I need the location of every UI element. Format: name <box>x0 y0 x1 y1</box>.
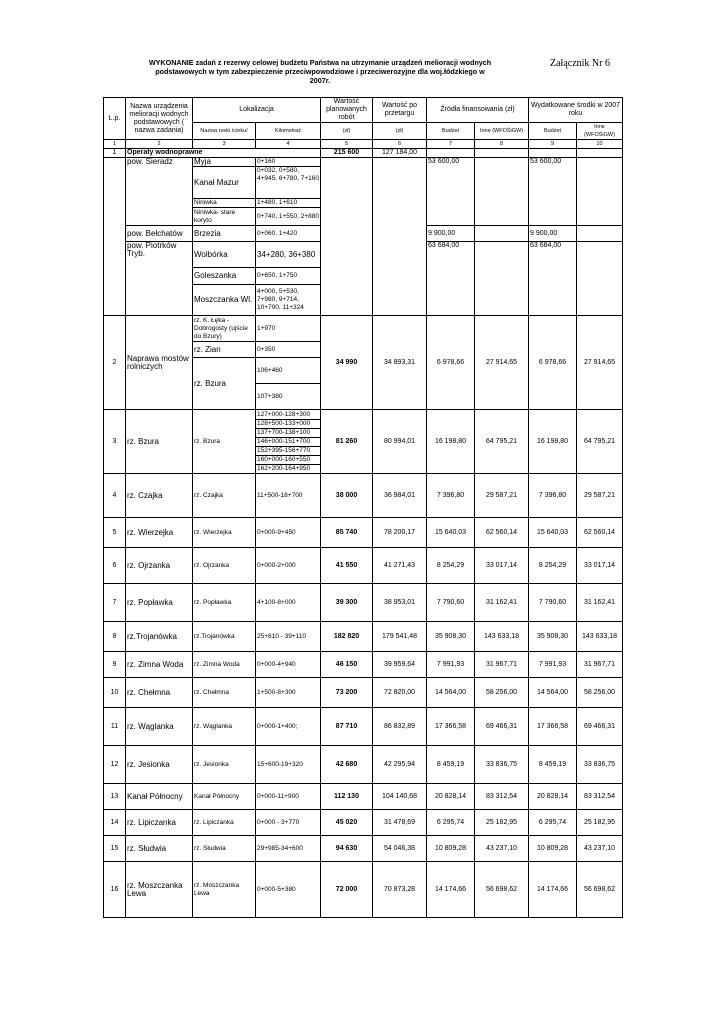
row-spent-other: 56 698,62 <box>577 862 623 918</box>
row-name: pow. Piotrków Tryb. <box>126 242 193 316</box>
row-spent-other: 27 914,65 <box>577 316 623 410</box>
row-budget: 8 459,19 <box>427 746 475 784</box>
row-tender: 127 184,00 <box>373 149 427 158</box>
col-river: Nazwa rzeki /cieku/ <box>193 123 256 140</box>
empty-cell <box>577 242 623 316</box>
colnum: 6 <box>373 140 427 149</box>
row-km: 0+000 - 3+770 <box>256 810 321 836</box>
row-budget: 7 396,80 <box>427 474 475 518</box>
row-tender: 42 295,94 <box>373 746 427 784</box>
row-river: rz. Lipiczanka <box>193 810 256 836</box>
row-river: rz. Zian <box>193 342 256 358</box>
colnum: 5 <box>321 140 373 149</box>
row-name: rz.Trojanówka <box>126 622 193 652</box>
table-row <box>104 584 623 622</box>
row-budget: 6 978,66 <box>427 316 475 410</box>
row-planned: 34 990 <box>321 316 373 410</box>
col-planned-unit: (zł) <box>321 123 373 140</box>
row-km: 0+060, 1+420 <box>256 226 321 242</box>
row-name: pow. Sieradz <box>126 158 193 226</box>
row-km: 15+600-19+320 <box>256 746 321 784</box>
column-number-row <box>104 140 623 149</box>
row-name: rz. Popławka <box>126 584 193 622</box>
row-planned: 215 600 <box>321 149 373 158</box>
row-name: rz. Ojrzanka <box>126 548 193 584</box>
row-name: rz. Czajka <box>126 474 193 518</box>
row-river: rz. Bzura <box>193 410 256 474</box>
row-km: 0+000-4+940 <box>256 652 321 678</box>
col-tender-unit: (zł) <box>373 123 427 140</box>
row-km: 25+810 - 39+110 <box>256 622 321 652</box>
row-km: 0+000-11+900 <box>256 784 321 810</box>
colnum: 4 <box>256 140 321 149</box>
row-lp: 1 <box>104 149 126 158</box>
row-name: rz. Słudwia <box>126 836 193 862</box>
annex-label: Załącznik Nr 6 <box>550 58 610 69</box>
row-km: 1+970 <box>256 316 321 342</box>
row-river: rz. Chełmna <box>193 678 256 708</box>
row-tender: 78 200,17 <box>373 518 427 548</box>
colnum: 1 <box>104 140 126 149</box>
empty-cell <box>475 149 529 158</box>
row-km: 0+350 <box>256 342 321 358</box>
row-spent-budget: 17 366,58 <box>529 708 577 746</box>
km-item: 152+395-156+770 <box>256 447 320 456</box>
row-km: 4+000, 5+530, 7+980, 9+714, 10+700, 11+324 <box>256 285 321 316</box>
row-other: 69 466,31 <box>475 708 529 746</box>
row-river: Myja <box>193 158 256 167</box>
row-km: 34+280, 36+380 <box>256 242 321 268</box>
km-item: 128+500-133+000 <box>256 420 320 429</box>
row-river: rz.Trojanówka <box>193 622 256 652</box>
row-lp: 11 <box>104 708 126 746</box>
row-planned: 38 000 <box>321 474 373 518</box>
row-other: 43 237,10 <box>475 836 529 862</box>
col-spent-budget: Budżet <box>529 123 577 140</box>
empty-cell <box>475 226 529 242</box>
table-row <box>104 410 623 474</box>
row-lp: 9 <box>104 652 126 678</box>
title-line-3: 2007r. <box>309 76 331 85</box>
colnum: 9 <box>529 140 577 149</box>
row-spent-budget: 7 396,80 <box>529 474 577 518</box>
row-planned: 85 740 <box>321 518 373 548</box>
table-row <box>104 746 623 784</box>
row-budget: 15 640,03 <box>427 518 475 548</box>
row-spent-other: 31 162,41 <box>577 584 623 622</box>
row-budget: 7 790,60 <box>427 584 475 622</box>
row-name: rz. Zimna Woda <box>126 652 193 678</box>
row-river: rz. Popławka <box>193 584 256 622</box>
row-planned: 46 150 <box>321 652 373 678</box>
title-line-2: podstawowych w tym zabezpieczenie przeciwpowodziowe i przeciwerozyjne dla woj.łódzkiego w <box>155 67 485 76</box>
row-planned: 41 550 <box>321 548 373 584</box>
row-km: 4+100-8+000 <box>256 584 321 622</box>
row-lp: 5 <box>104 518 126 548</box>
row-spent-budget: 10 809,28 <box>529 836 577 862</box>
row-other: 56 698,62 <box>475 862 529 918</box>
empty-cell <box>373 158 427 316</box>
row-budget: 7 991,93 <box>427 652 475 678</box>
km-item: 160+000-160+550 <box>256 456 320 465</box>
table-row <box>104 810 623 836</box>
empty-cell <box>104 158 126 316</box>
row-km: 1+480, 1+610 <box>256 199 321 208</box>
row-lp: 14 <box>104 810 126 836</box>
table-row <box>104 474 623 518</box>
row-budget: 8 254,29 <box>427 548 475 584</box>
row-budget: 63 684,00 <box>427 242 475 316</box>
row-tender: 72 820,00 <box>373 678 427 708</box>
empty-cell <box>321 158 373 316</box>
row-km: 0+000-9+450 <box>256 518 321 548</box>
row-tender: 36 984,01 <box>373 474 427 518</box>
row-budget: 10 809,28 <box>427 836 475 862</box>
row-spent-other: 143 633,18 <box>577 622 623 652</box>
table-row <box>104 149 623 158</box>
row-river: rz. Słudwia <box>193 836 256 862</box>
km-item: 127+000-128+300 <box>256 411 320 420</box>
row-other: 31 162,41 <box>475 584 529 622</box>
empty-cell <box>427 149 475 158</box>
table-row <box>104 708 623 746</box>
row-km: 0+000-2+000 <box>256 548 321 584</box>
row-river: Kanał Północny <box>193 784 256 810</box>
row-km: 0+160 <box>256 158 321 167</box>
row-river: Niniwka <box>193 199 256 208</box>
row-tender: 34 893,31 <box>373 316 427 410</box>
row-river: rz. Jesionka <box>193 746 256 784</box>
row-river: Kanał Mazur <box>193 167 256 199</box>
row-lp: 3 <box>104 410 126 474</box>
row-planned: 42 680 <box>321 746 373 784</box>
row-spent-budget: 7 790,60 <box>529 584 577 622</box>
row-spent-budget: 16 198,80 <box>529 410 577 474</box>
table-row <box>104 836 623 862</box>
row-lp: 4 <box>104 474 126 518</box>
row-budget: 14 564,00 <box>427 678 475 708</box>
row-planned: 72 000 <box>321 862 373 918</box>
row-river: Goleszanka <box>193 268 256 285</box>
row-name: rz. Bzura <box>126 410 193 474</box>
row-planned: 39 300 <box>321 584 373 622</box>
row-spent-other: 43 237,10 <box>577 836 623 862</box>
row-tender: 38 953,01 <box>373 584 427 622</box>
row-spent-other: 58 256,00 <box>577 678 623 708</box>
row-tender: 80 994,01 <box>373 410 427 474</box>
table-row <box>104 316 623 342</box>
row-km: 0+000-5+380 <box>256 862 321 918</box>
empty-cell <box>475 158 529 226</box>
row-other: 62 560,14 <box>475 518 529 548</box>
row-other: 29 587,21 <box>475 474 529 518</box>
row-planned: 94 630 <box>321 836 373 862</box>
row-tender: 70 873,28 <box>373 862 427 918</box>
row-spent-budget: 8 254,29 <box>529 548 577 584</box>
header-row-1 <box>104 98 623 123</box>
row-lp: 8 <box>104 622 126 652</box>
row-spent-budget: 20 828,14 <box>529 784 577 810</box>
row-tender: 179 541,48 <box>373 622 427 652</box>
row-spent-budget: 6 295,74 <box>529 810 577 836</box>
row-planned: 45 020 <box>321 810 373 836</box>
empty-cell <box>577 226 623 242</box>
row-spent-other: 33 836,75 <box>577 746 623 784</box>
colnum: 8 <box>475 140 529 149</box>
col-other: Inne (WFOŚiGW) <box>475 123 529 140</box>
table-row <box>104 678 623 708</box>
row-other: 64 795,21 <box>475 410 529 474</box>
row-km: 1+500-8+300 <box>256 678 321 708</box>
row-lp: 15 <box>104 836 126 862</box>
row-km: 0+000-1+400; <box>256 708 321 746</box>
row-budget: 6 295,74 <box>427 810 475 836</box>
row-planned: 112 130 <box>321 784 373 810</box>
row-spent-other: 29 587,21 <box>577 474 623 518</box>
col-budget: Budżet <box>427 123 475 140</box>
row-spent-budget: 35 908,30 <box>529 622 577 652</box>
title-line-1: WYKONANIE zadań z rezerwy celowej budżetu Państwa na utrzymanie urządzeń melioracji wodnych <box>148 58 492 67</box>
row-budget: 9 900,00 <box>427 226 475 242</box>
km-item: 162+200-164+950 <box>257 464 311 472</box>
row-other: 143 633,18 <box>475 622 529 652</box>
row-km: 107+380 <box>256 384 321 410</box>
km-item: 137+700-138+100 <box>256 429 320 438</box>
row-planned: 73 200 <box>321 678 373 708</box>
row-lp: 12 <box>104 746 126 784</box>
row-name: rz. Wąglanka <box>126 708 193 746</box>
col-location: Lokalizacja <box>193 98 321 123</box>
row-river: Moszczanka Wl. <box>193 285 256 316</box>
row-lp: 7 <box>104 584 126 622</box>
row-spent-budget: 8 459,19 <box>529 746 577 784</box>
row-spent-other: 69 466,31 <box>577 708 623 746</box>
row-lp: 6 <box>104 548 126 584</box>
row-spent-other: 62 560,14 <box>577 518 623 548</box>
row-tender: 86 832,89 <box>373 708 427 746</box>
row-km: 0+650, 1+750 <box>256 268 321 285</box>
col-lp: L.p. <box>104 98 126 140</box>
row-lp: 16 <box>104 862 126 918</box>
km-item: 146+000-151+700 <box>256 438 320 447</box>
row-river: Niniwka- stare koryto <box>193 208 256 226</box>
row-km: 0+032, 0+580, 4+945, 6+780, 7+160 <box>256 167 321 199</box>
col-km: Kilometraż <box>256 123 321 140</box>
row-budget: 14 174,66 <box>427 862 475 918</box>
table-row <box>104 622 623 652</box>
table-row <box>104 548 623 584</box>
empty-cell <box>529 149 577 158</box>
row-lp: 2 <box>104 316 126 410</box>
row-other: 58 256,00 <box>475 678 529 708</box>
row-budget: 53 600,00 <box>427 158 475 226</box>
row-other: 33 017,14 <box>475 548 529 584</box>
row-name: pow. Bełchatów <box>126 226 193 242</box>
colnum: 7 <box>427 140 475 149</box>
empty-cell <box>577 149 623 158</box>
row-spent-budget: 63 684,00 <box>529 242 577 316</box>
row-lp: 10 <box>104 678 126 708</box>
row-name: rz. Jesionka <box>126 746 193 784</box>
row-river: rz. Moszczanka Lewa <box>193 862 256 918</box>
row-river: rz. Zimna Woda <box>193 652 256 678</box>
row-budget: 16 198,80 <box>427 410 475 474</box>
row-spent-other: 25 182,95 <box>577 810 623 836</box>
row-spent-other: 64 795,21 <box>577 410 623 474</box>
row-spent-budget: 53 600,00 <box>529 158 577 226</box>
table-row <box>104 652 623 678</box>
colnum: 3 <box>193 140 256 149</box>
table-row <box>104 784 623 810</box>
row-name: Naprawa mostów rolniczych <box>126 316 193 410</box>
row-river: rz. K. Łęka - Dobrogosty (ujście do Bzury) <box>193 316 256 342</box>
empty-cell <box>577 158 623 226</box>
row-spent-budget: 15 640,03 <box>529 518 577 548</box>
colnum: 2 <box>126 140 193 149</box>
row-tender: 39 959,64 <box>373 652 427 678</box>
row-river: rz. Ojrzanka <box>193 548 256 584</box>
row-other: 31 967,71 <box>475 652 529 678</box>
row-spent-other: 83 312,54 <box>577 784 623 810</box>
row-km: 11+500-18+700 <box>256 474 321 518</box>
col-sources: Źródła finansowania (zł) <box>427 98 529 123</box>
row-spent-other: 31 967,71 <box>577 652 623 678</box>
row-name: Kanał Północny <box>126 784 193 810</box>
row-name: rz. Wierzejka <box>126 518 193 548</box>
row-budget: 35 908,30 <box>427 622 475 652</box>
row-river: rz. Wąglanka <box>193 708 256 746</box>
table-row <box>104 862 623 918</box>
col-spent-other: Inne (WFOŚiGW) <box>577 123 623 140</box>
row-tender: 54 046,38 <box>373 836 427 862</box>
row-spent-budget: 9 900,00 <box>529 226 577 242</box>
km-list <box>256 411 320 473</box>
row-name: rz. Moszczanka Lewa <box>126 862 193 918</box>
row-other: 27 914,65 <box>475 316 529 410</box>
row-planned: 87 710 <box>321 708 373 746</box>
execution-table <box>103 97 623 918</box>
col-spent: Wydatkowane środki w 2007 roku <box>529 98 623 123</box>
row-budget: 17 366,58 <box>427 708 475 746</box>
row-spent-budget: 14 564,00 <box>529 678 577 708</box>
row-lp: 13 <box>104 784 126 810</box>
row-planned: 81 260 <box>321 410 373 474</box>
col-name: Nazwa urządzenia melioracji wodnych podstawowych ( nazwa zadania) <box>126 98 193 140</box>
row-km: 106+460 <box>256 358 321 384</box>
row-name: rz. Lipiczanka <box>126 810 193 836</box>
row-km: 0+740, 1+550, 2+880 <box>256 208 321 226</box>
row-spent-budget: 7 991,93 <box>529 652 577 678</box>
row-river: rz. Bzura <box>193 358 256 410</box>
row-name: rz. Chełmna <box>126 678 193 708</box>
row-budget: 20 828,14 <box>427 784 475 810</box>
row-km: 29+985-34+600 <box>256 836 321 862</box>
row-other: 33 836,75 <box>475 746 529 784</box>
row-river: rz. Wierzejka <box>193 518 256 548</box>
row-river: Wolbórka <box>193 242 256 268</box>
row-other: 83 312,54 <box>475 784 529 810</box>
row-spent-budget: 14 174,66 <box>529 862 577 918</box>
km-list-cell <box>256 410 321 474</box>
row-planned: 182 820 <box>321 622 373 652</box>
empty-cell <box>475 242 529 316</box>
row-name: Operaty wodnoprawne <box>126 149 321 158</box>
document-title <box>120 58 520 85</box>
row-spent-other: 33 017,14 <box>577 548 623 584</box>
row-spent-budget: 6 978,66 <box>529 316 577 410</box>
row-river: Brzezia <box>193 226 256 242</box>
col-tender: Wartość po przetargu <box>373 98 427 123</box>
colnum: 10 <box>577 140 623 149</box>
col-planned: Wartość planowanych robót <box>321 98 373 123</box>
row-river: rz. Czajka <box>193 474 256 518</box>
table-row <box>104 158 623 167</box>
row-tender: 31 478,69 <box>373 810 427 836</box>
row-tender: 41 271,43 <box>373 548 427 584</box>
row-other: 25 182,95 <box>475 810 529 836</box>
row-tender: 104 140,68 <box>373 784 427 810</box>
table-row <box>104 518 623 548</box>
